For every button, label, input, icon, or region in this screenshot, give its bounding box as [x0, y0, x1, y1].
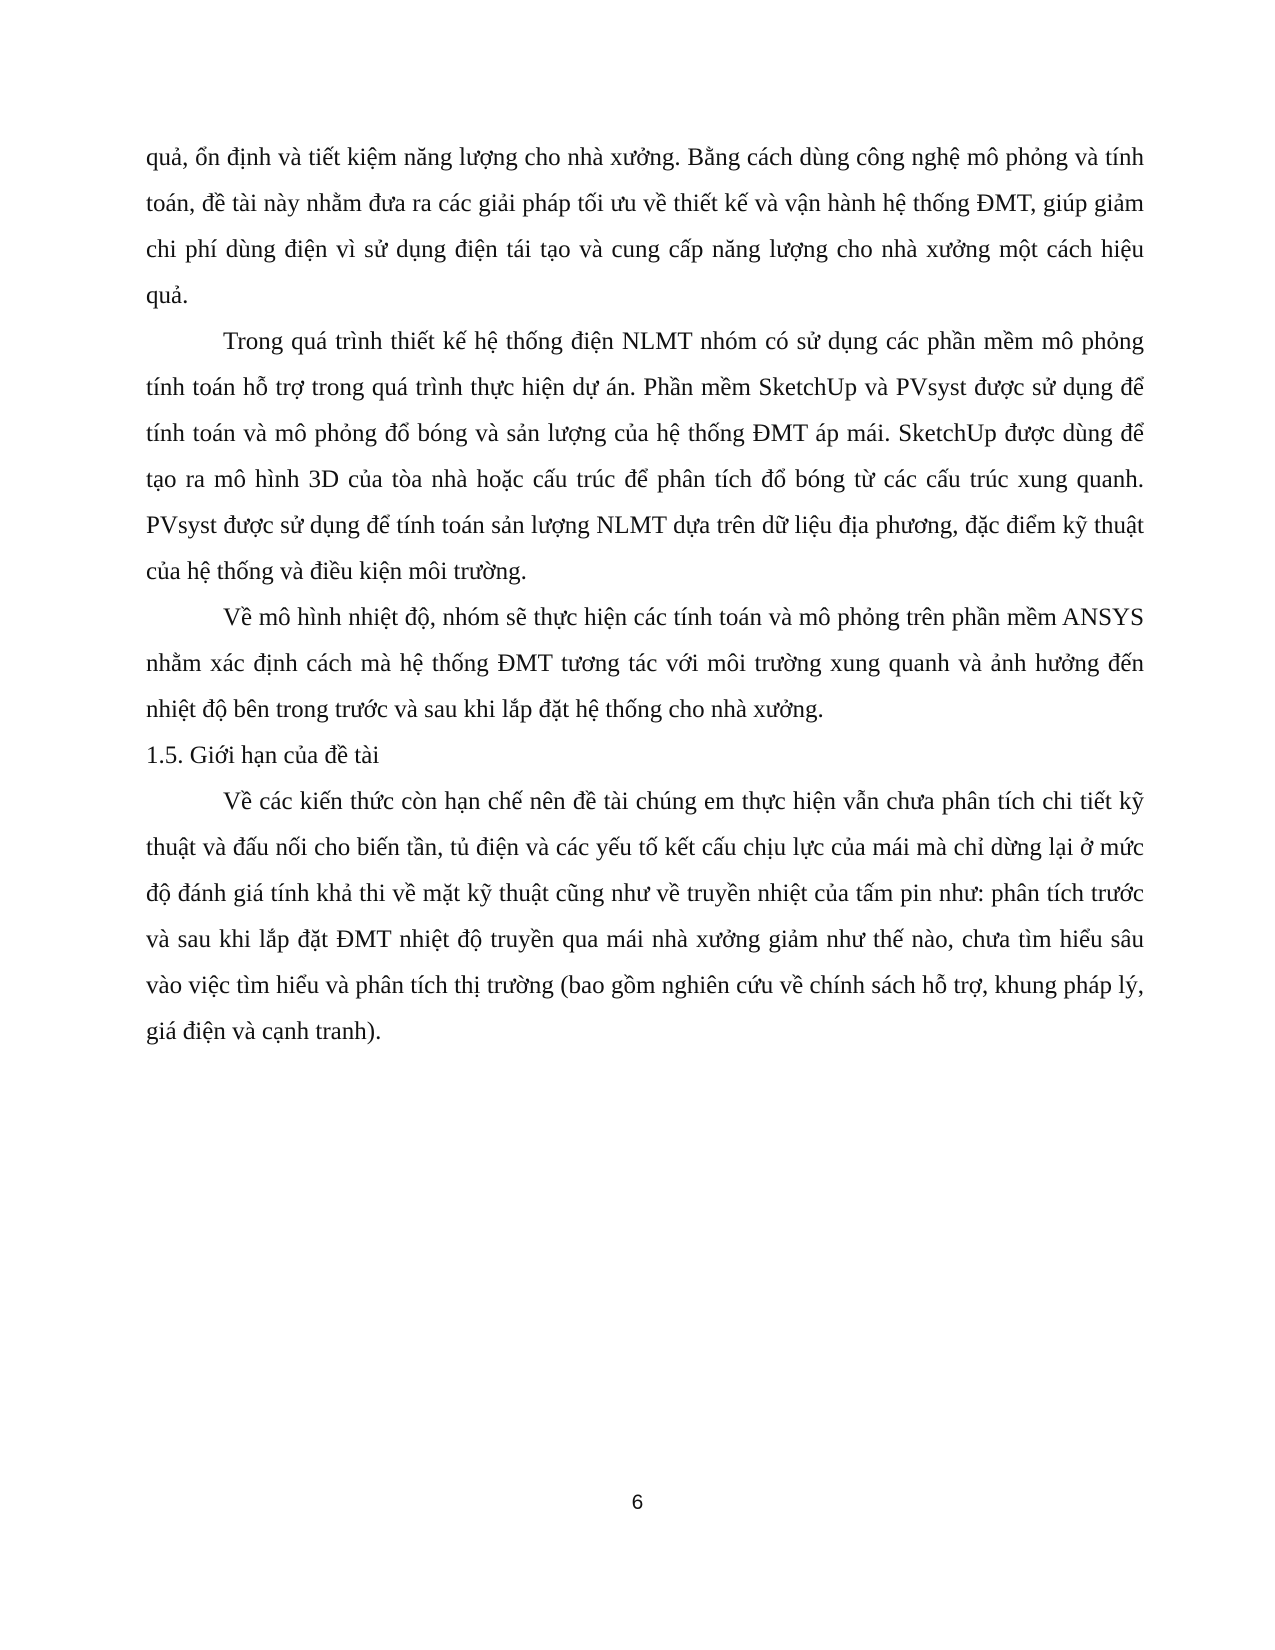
continuation-paragraph: quả, ổn định và tiết kiệm năng lượng cho nhà xưởng. Bằng cách dùng công nghệ mô phỏng và tính toán, đề tài này nhằm đưa ra các giải pháp tối ưu về thiết kế và vận hành hệ thống ĐMT, giúp giảm chi phí dùng điện vì sử dụng điện tái tạo và cung cấp năng lượng cho nhà xưởng một cách hiệu quả.	[146, 144, 1144, 309]
thermal-model-paragraph: Về mô hình nhiệt độ, nhóm sẽ thực hiện các tính toán và mô phỏng trên phần mềm ANSYS nhằm xác định cách mà hệ thống ĐMT tương tác với môi trường xung quanh và ảnh hưởng đến nhiệt độ bên trong trước và sau khi lắp đặt hệ thống cho nhà xưởng.	[146, 604, 1144, 723]
page-number: 6	[631, 1491, 644, 1514]
limitations-paragraph: Về các kiến thức còn hạn chế nên đề tài chúng em thực hiện vẫn chưa phân tích chi tiết kỹ thuật và đấu nối cho biến tần, tủ điện và các yếu tố kết cấu chịu lực của mái mà chỉ dừng lại ở mức độ đánh giá tính khả thi về mặt kỹ thuật cũng như về truyền nhiệt của tấm pin như: phân tích trước và sau khi lắp đặt ĐMT nhiệt độ truyền qua mái nhà xưởng giảm như thế nào, chưa tìm hiểu sâu vào việc tìm hiểu và phân tích thị trường (bao gồm nghiên cứu về chính sách hỗ trợ, khung pháp lý, giá điện và cạnh tranh).	[146, 788, 1144, 1045]
software-paragraph: Trong quá trình thiết kế hệ thống điện NLMT nhóm có sử dụng các phần mềm mô phỏng tính toán hỗ trợ trong quá trình thực hiện dự án. Phần mềm SketchUp và PVsyst được sử dụng để tính toán và mô phỏng đổ bóng và sản lượng của hệ thống ĐMT áp mái. SketchUp được dùng để tạo ra mô hình 3D của tòa nhà hoặc cấu trúc để phân tích đổ bóng từ các cấu trúc xung quanh. PVsyst được sử dụng để tính toán sản lượng NLMT dựa trên dữ liệu địa phương, đặc điểm kỹ thuật của hệ thống và điều kiện môi trường.	[146, 328, 1144, 585]
page-content	[146, 135, 1144, 1055]
section-heading: 1.5. Giới hạn của đề tài	[146, 742, 380, 769]
